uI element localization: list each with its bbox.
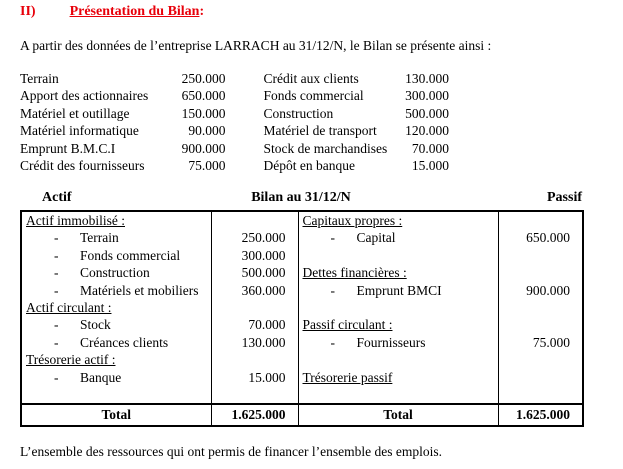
- bilan-passif-item-label: Fournisseurs: [356, 334, 426, 350]
- bilan-actif-section-label: Actif immobilisé :: [26, 213, 125, 228]
- source-data-row: [20, 140, 603, 157]
- source-data-list: [20, 70, 603, 174]
- caption-passif: Passif: [547, 190, 582, 205]
- bilan-row: [21, 247, 583, 264]
- source-right-label: Crédit aux clients: [263, 71, 359, 86]
- bilan-actif-item-label: Construction: [80, 265, 150, 281]
- bullet-dash-icon: -: [54, 282, 59, 298]
- source-right-label: Dépôt en banque: [263, 158, 355, 174]
- bilan-passif-section-label: Capitaux propres :: [302, 213, 403, 228]
- source-data-row: [20, 70, 603, 87]
- bilan-actif-section-label: Trésorerie actif :: [26, 352, 116, 368]
- heading-colon: :: [199, 4, 205, 19]
- bilan-passif-label-cell: [298, 282, 498, 299]
- bilan-actif-label-cell: [21, 264, 211, 281]
- bilan-row: [21, 316, 583, 333]
- source-right-label: Construction: [263, 105, 334, 121]
- bilan-actif-item-label: Banque: [80, 369, 122, 385]
- total-passif-label: Total: [298, 404, 498, 426]
- bilan-actif-item-label: Stock: [80, 317, 111, 333]
- bilan-actif-label-cell: [21, 211, 211, 229]
- bilan-actif-amount: [211, 299, 298, 316]
- bilan-actif-label-cell: [21, 299, 211, 316]
- bilan-passif-amount: [498, 247, 583, 264]
- source-right-amount: 70.000: [411, 140, 449, 156]
- bilan-total-section: [21, 404, 583, 426]
- bilan-actif-amount: 15.000: [211, 369, 298, 386]
- bilan-actif-label-cell: [21, 282, 211, 299]
- source-right-amount: 500.000: [405, 105, 449, 121]
- bilan-actif-amount: 500.000: [211, 264, 298, 281]
- bullet-dash-icon: -: [54, 369, 59, 385]
- bilan-passif-section-label: Passif circulant :: [302, 317, 393, 333]
- total-actif-amount: 1.625.000: [211, 404, 298, 426]
- bilan-row: [21, 282, 583, 299]
- bilan-row: [21, 334, 583, 351]
- bilan-passif-label-cell: [298, 229, 498, 246]
- bilan-actif-item-label: Créances clients: [80, 334, 169, 350]
- bilan-passif-label-cell: [298, 351, 498, 368]
- bilan-passif-amount: [498, 211, 583, 229]
- bilan-row: [21, 351, 583, 368]
- bilan-actif-amount: 70.000: [211, 316, 298, 333]
- bilan-actif-amount: 250.000: [211, 229, 298, 246]
- source-right-label: Fonds commercial: [263, 88, 364, 104]
- source-left-label: Matériel et outillage: [20, 105, 130, 121]
- bilan-actif-label-cell: [21, 334, 211, 351]
- section-title: Présentation du Bilan: [69, 4, 200, 19]
- source-data-row: [20, 87, 603, 104]
- bilan-actif-amount: 130.000: [211, 334, 298, 351]
- section-number: II): [20, 4, 36, 19]
- bilan-passif-label-cell: [298, 316, 498, 333]
- total-passif-amount: 1.625.000: [498, 404, 583, 426]
- bilan-passif-item-label: Emprunt BMCI: [356, 282, 442, 298]
- bilan-passif-amount: [498, 264, 583, 281]
- source-right-amount: 130.000: [405, 71, 449, 86]
- bilan-actif-label-cell: [21, 351, 211, 368]
- bilan-passif-amount: [498, 351, 583, 368]
- source-left-amount: 900.000: [181, 140, 226, 156]
- bullet-dash-icon: -: [54, 265, 59, 281]
- bullet-dash-icon: -: [330, 230, 335, 246]
- bilan-passif-label-cell: [298, 211, 498, 229]
- bilan-row: [21, 386, 583, 404]
- bullet-dash-icon: -: [54, 334, 59, 350]
- source-data-row: [20, 122, 603, 139]
- bilan-actif-amount: 360.000: [211, 282, 298, 299]
- bilan-actif-label-cell: [21, 386, 211, 404]
- source-left-amount: 75.000: [188, 158, 226, 174]
- bilan-passif-amount: 650.000: [498, 229, 583, 246]
- bilan-passif-amount: 900.000: [498, 282, 583, 299]
- bilan-actif-item-label: Terrain: [80, 230, 119, 246]
- bilan-actif-label-cell: [21, 369, 211, 386]
- source-data-table: [20, 70, 603, 174]
- total-actif-label: Total: [21, 404, 211, 426]
- bilan-actif-amount: [211, 386, 298, 404]
- source-left-label: Matériel informatique: [20, 123, 139, 139]
- bilan-passif-section-label: Trésorerie passif: [302, 369, 393, 385]
- bilan-actif-amount: [211, 351, 298, 368]
- bilan-passif-label-cell: [298, 299, 498, 316]
- section-heading: [20, 4, 204, 20]
- source-left-label: Apport des actionnaires: [20, 88, 149, 104]
- bilan-table: [20, 210, 584, 427]
- bilan-passif-item-label: Capital: [356, 230, 396, 246]
- bullet-dash-icon: -: [330, 334, 335, 350]
- bilan-passif-label-cell: [298, 264, 498, 281]
- source-right-label: Stock de marchandises: [263, 140, 388, 156]
- bilan-actif-item-label: Fonds commercial: [80, 247, 181, 263]
- bullet-dash-icon: -: [54, 230, 59, 246]
- source-left-label: Crédit des fournisseurs: [20, 158, 145, 174]
- source-left-amount: 150.000: [181, 105, 226, 121]
- bilan-actif-amount: [211, 211, 298, 229]
- bilan-body: [21, 211, 583, 404]
- source-data-row: [20, 157, 603, 174]
- bilan-passif-amount: [498, 299, 583, 316]
- bilan-passif-amount: [498, 369, 583, 386]
- bilan-passif-label-cell: [298, 386, 498, 404]
- source-left-amount: 650.000: [181, 88, 226, 104]
- bilan-passif-label-cell: [298, 247, 498, 264]
- source-data-body: [20, 70, 603, 174]
- bilan-passif-label-cell: [298, 334, 498, 351]
- bilan-passif-label-cell: [298, 369, 498, 386]
- caption-actif: Actif: [42, 190, 72, 205]
- bilan-row: [21, 299, 583, 316]
- caption-title: Bilan au 31/12/N: [251, 190, 351, 205]
- closing-paragraph: L’ensemble des ressources qui ont permis de financer l’ensemble des emplois.: [20, 444, 443, 459]
- bilan-row: [21, 229, 583, 246]
- source-left-label: Emprunt B.M.C.I: [20, 140, 116, 156]
- bilan-row: [21, 369, 583, 386]
- source-right-amount: 15.000: [411, 158, 449, 174]
- source-right-amount: 300.000: [405, 88, 449, 104]
- source-data-row: [20, 105, 603, 122]
- bilan-actif-item-label: Matériels et mobiliers: [80, 282, 199, 298]
- bullet-dash-icon: -: [54, 317, 59, 333]
- intro-paragraph: A partir des données de l’entreprise LARRACH au 31/12/N, le Bilan se présente ainsi :: [20, 38, 492, 53]
- bilan-passif-amount: 75.000: [498, 334, 583, 351]
- bilan-passif-section-label: Dettes financières :: [302, 265, 407, 281]
- bilan-actif-section-label: Actif circulant :: [26, 300, 112, 316]
- bilan-actif-label-cell: [21, 316, 211, 333]
- bilan-row: [21, 211, 583, 229]
- source-left-amount: 90.000: [188, 123, 226, 139]
- bilan-row: [21, 264, 583, 281]
- bilan-actif-label-cell: [21, 229, 211, 246]
- bilan-passif-amount: [498, 316, 583, 333]
- source-right-amount: 120.000: [405, 123, 449, 139]
- bullet-dash-icon: -: [54, 247, 59, 263]
- bullet-dash-icon: -: [330, 282, 335, 298]
- bilan-total-row: [21, 404, 583, 426]
- bilan-passif-amount: [498, 386, 583, 404]
- source-left-amount: 250.000: [181, 71, 226, 86]
- source-left-label: Terrain: [20, 71, 59, 86]
- bilan-actif-label-cell: [21, 247, 211, 264]
- source-right-label: Matériel de transport: [263, 123, 377, 139]
- bilan-actif-amount: 300.000: [211, 247, 298, 264]
